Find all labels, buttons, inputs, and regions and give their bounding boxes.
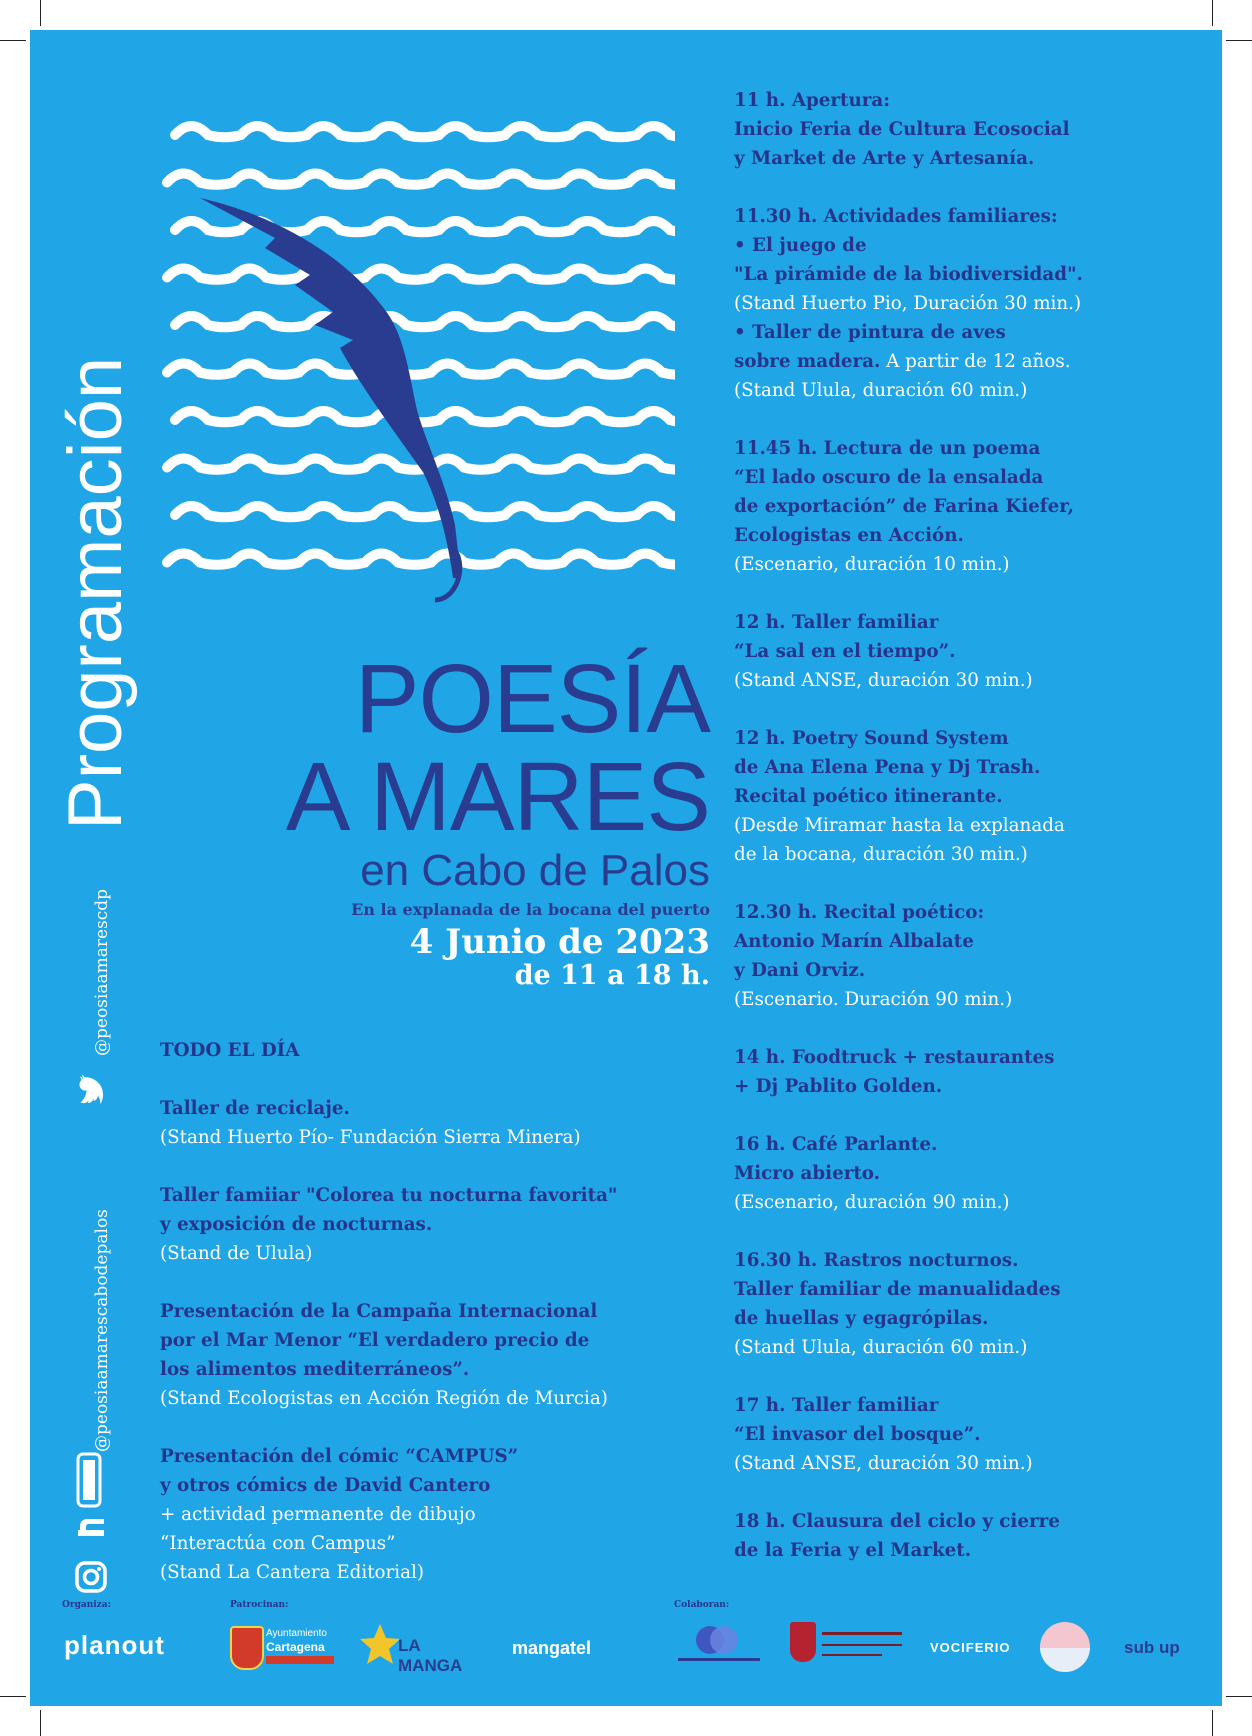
event-title-block [160,644,710,991]
all-day-line [160,1210,720,1239]
schedule-line [734,1188,1214,1217]
crop-mark [40,0,41,26]
patrocinan-label: Patrocinan: [230,1600,289,1610]
schedule-line [734,1420,1214,1449]
all-day-detail-text: (Stand de Ulula) [160,1243,313,1264]
schedule-item [734,1507,1214,1565]
schedule-item [734,434,1214,579]
schedule-line [734,347,1214,376]
schedule-bold-text: Antonio Marín Albalate [734,931,974,952]
schedule-item [734,1246,1214,1362]
event-date: 4 Junio de 2023 [409,922,710,962]
schedule-detail-text: de la bocana, duración 30 min.) [734,844,1028,865]
schedule-line [734,753,1214,782]
logo-mangatel: mangatel [512,1638,592,1658]
schedule-line [734,463,1214,492]
schedule-line [734,1043,1214,1072]
schedule-bold-text: sobre madera. [734,351,881,372]
schedule-bold-text: de huellas y egagrópilas. [734,1308,989,1329]
lamanga-star-icon [360,1622,400,1666]
schedule-detail-text: (Escenario, duración 90 min.) [734,1192,1010,1213]
logo-vociferio: VOCIFERIO [930,1640,1011,1655]
crop-mark [40,1710,41,1736]
all-day-detail-text: (Stand Huerto Pío- Fundación Sierra Minera) [160,1127,581,1148]
all-day-line [160,1529,720,1558]
schedule-line [734,1304,1214,1333]
wave-line [167,554,675,565]
lamanga-label: LA MANGA [398,1636,463,1675]
title-venue: En la explanada de la bocana del puerto [351,900,710,919]
poster [30,30,1222,1706]
schedule-bold-text: 17 h. Taller familiar [734,1395,939,1416]
schedule-bold-text: 18 h. Clausura del ciclo y cierre [734,1511,1060,1532]
schedule-line [734,608,1214,637]
schedule-line [734,927,1214,956]
all-day-line [160,1471,720,1500]
schedule-detail-text: (Stand Huerto Pio, Duración 30 min.) [734,293,1082,314]
event-hours: de 11 a 18 h. [514,960,710,991]
schedule-item [734,1130,1214,1217]
all-day-bold-text: Presentación de la Campaña Internacional [160,1301,598,1322]
schedule-bold-text: “El invasor del bosque”. [734,1424,981,1445]
all-day-line [160,1558,720,1587]
cartagena-label-2: Cartagena [266,1640,325,1654]
crop-mark [1226,1696,1252,1697]
crop-mark [1212,0,1213,26]
all-day-item [160,1442,720,1587]
all-day-line [160,1123,720,1152]
schedule-line [734,202,1214,231]
all-day-line [160,1355,720,1384]
schedule-line [734,492,1214,521]
murcia-shield-icon [790,1622,816,1662]
facebook-icon [74,1516,108,1550]
schedule-line [734,1391,1214,1420]
schedule-line [734,637,1214,666]
schedule-line [734,985,1214,1014]
schedule-detail-text: (Stand Ulula, duración 60 min.) [734,1337,1028,1358]
wave-line [175,506,675,517]
schedule-bold-text: 12 h. Taller familiar [734,612,939,633]
schedule-line [734,1507,1214,1536]
schedule-bold-text: Taller familiar de manualidades [734,1279,1061,1300]
instagram-icon [74,1560,108,1594]
schedule-line [734,782,1214,811]
all-day-line [160,1094,720,1123]
schedule-line [734,86,1214,115]
all-day-item [160,1181,720,1268]
crop-mark [1212,1710,1213,1736]
schedule-item [734,898,1214,1014]
schedule-detail-text: (Stand ANSE, duración 30 min.) [734,670,1033,691]
schedule-line [734,898,1214,927]
twitter-icon [74,1070,108,1110]
schedule-detail-text: (Desde Miramar hasta la explanada [734,815,1065,836]
schedule-item [734,1391,1214,1478]
schedule-detail-text: A partir de 12 años. [880,351,1071,372]
schedule-bold-text: “La sal en el tiempo”. [734,641,956,662]
schedule-bold-text: de Ana Elena Pena y Dj Trash. [734,757,1041,778]
schedule-line [734,1072,1214,1101]
schedule-line [734,1246,1214,1275]
schedule-line [734,956,1214,985]
schedule-line [734,550,1214,579]
title-line-2: A MARES [285,742,710,851]
all-day-detail-text: + actividad permanente de dibujo [160,1504,476,1525]
schedule-line [734,666,1214,695]
crop-mark [1226,40,1252,41]
schedule-section [734,86,1214,1594]
schedule-line [734,1449,1214,1478]
schedule-bold-text: 16 h. Café Parlante. [734,1134,938,1155]
schedule-line [734,376,1214,405]
logo-murcia [790,1622,910,1666]
colaboran-label: Colaboran: [674,1600,730,1610]
all-day-bold-text: y otros cómics de David Cantero [160,1475,491,1496]
logo-sun [1040,1622,1090,1672]
crop-mark [0,1696,26,1697]
side-title: Programación [53,356,138,830]
schedule-line [734,840,1214,869]
all-day-bold-text: Taller famiiar "Colorea tu nocturna favorita" [160,1185,618,1206]
schedule-bold-text: y Market de Arte y Artesanía. [734,148,1035,169]
schedule-bold-text: Inicio Feria de Cultura Ecosocial [734,119,1070,140]
all-day-line [160,1181,720,1210]
schedule-line [734,1333,1214,1362]
logo-lamanga [360,1622,480,1675]
wave-line [167,174,675,185]
wave-line [175,126,675,137]
schedule-line [734,811,1214,840]
schedule-bold-text: 11.30 h. Actividades familiares: [734,206,1058,227]
youtube-handle: @peosiaamarescabodepalos [92,1209,112,1452]
schedule-bold-text: de exportación” de Farina Kiefer, [734,496,1074,517]
all-day-line [160,1326,720,1355]
all-day-line [160,1384,720,1413]
schedule-bold-text: 12 h. Poetry Sound System [734,728,1009,749]
youtube-icon [74,1452,104,1508]
schedule-line [734,260,1214,289]
cartagena-shield-icon [230,1626,264,1670]
twitter-handle: @peosiaamarescdp [92,888,112,1056]
schedule-bold-text: 16.30 h. Rastros nocturnos. [734,1250,1019,1271]
schedule-bold-text: Recital poético itinerante. [734,786,1003,807]
wave-line [167,364,675,375]
waves-illustration [155,80,675,620]
schedule-line [734,1130,1214,1159]
wave-line [167,269,675,280]
schedule-bold-text: "La pirámide de la biodiversidad". [734,264,1083,285]
logo-subup: sub up [1124,1638,1180,1657]
all-day-bold-text: y exposición de nocturnas. [160,1214,433,1235]
all-day-heading: TODO EL DÍA [160,1040,300,1061]
schedule-item [734,724,1214,869]
logo-cartagena [230,1626,342,1670]
schedule-detail-text: (Escenario. Duración 90 min.) [734,989,1013,1010]
schedule-bold-text: 12.30 h. Recital poético: [734,902,985,923]
schedule-line [734,1275,1214,1304]
all-day-bold-text: Presentación del cómic “CAMPUS” [160,1446,519,1467]
all-day-section [160,1036,720,1616]
all-day-bold-text: Taller de reciclaje. [160,1098,350,1119]
schedule-item [734,608,1214,695]
schedule-bold-text: de la Feria y el Market. [734,1540,972,1561]
schedule-item [734,202,1214,405]
schedule-line [734,318,1214,347]
logo-planout: planout [64,1630,165,1660]
title-line-1: POESÍA [354,644,710,753]
schedule-bold-text: y Dani Orviz. [734,960,866,981]
all-day-line [160,1239,720,1268]
schedule-line [734,724,1214,753]
wave-line [175,316,675,327]
all-day-line [160,1297,720,1326]
all-day-item [160,1297,720,1413]
all-day-detail-text: (Stand La Cantera Editorial) [160,1562,425,1583]
schedule-bold-text: “El lado oscuro de la ensalada [734,467,1044,488]
schedule-line [734,434,1214,463]
all-day-bold-text: los alimentos mediterráneos”. [160,1359,470,1380]
all-day-item [160,1094,720,1152]
all-day-bold-text: por el Mar Menor “El verdadero precio de [160,1330,590,1351]
schedule-line [734,115,1214,144]
schedule-line [734,289,1214,318]
schedule-bold-text: + Dj Pablito Golden. [734,1076,943,1097]
schedule-bold-text: Micro abierto. [734,1163,881,1184]
wave-line [175,411,675,422]
title-location: en Cabo de Palos [360,846,710,895]
schedule-detail-text: (Stand Ulula, duración 60 min.) [734,380,1028,401]
schedule-detail-text: (Stand ANSE, duración 30 min.) [734,1453,1033,1474]
schedule-bold-text: 14 h. Foodtruck + restaurantes [734,1047,1055,1068]
all-day-detail-text: “Interactúa con Campus” [160,1533,396,1554]
organiza-label: Organiza: [62,1600,111,1610]
cartagena-label-1: Ayuntamiento [266,1628,327,1639]
schedule-bold-text: • Taller de pintura de aves [734,322,1006,343]
schedule-line [734,1536,1214,1565]
schedule-item [734,86,1214,173]
schedule-bold-text: 11.45 h. Lectura de un poema [734,438,1041,459]
schedule-bold-text: Ecologistas en Acción. [734,525,964,546]
schedule-line [734,1159,1214,1188]
all-day-line [160,1500,720,1529]
logo-rm [674,1624,764,1668]
schedule-line [734,521,1214,550]
schedule-bold-text: • El juego de [734,235,867,256]
schedule-line [734,144,1214,173]
schedule-line [734,231,1214,260]
schedule-bold-text: 11 h. Apertura: [734,90,891,111]
schedule-detail-text: (Escenario, duración 10 min.) [734,554,1010,575]
all-day-line [160,1442,720,1471]
schedule-item [734,1043,1214,1101]
all-day-detail-text: (Stand Ecologistas en Acción Región de Murcia) [160,1388,608,1409]
crop-mark [0,40,26,41]
